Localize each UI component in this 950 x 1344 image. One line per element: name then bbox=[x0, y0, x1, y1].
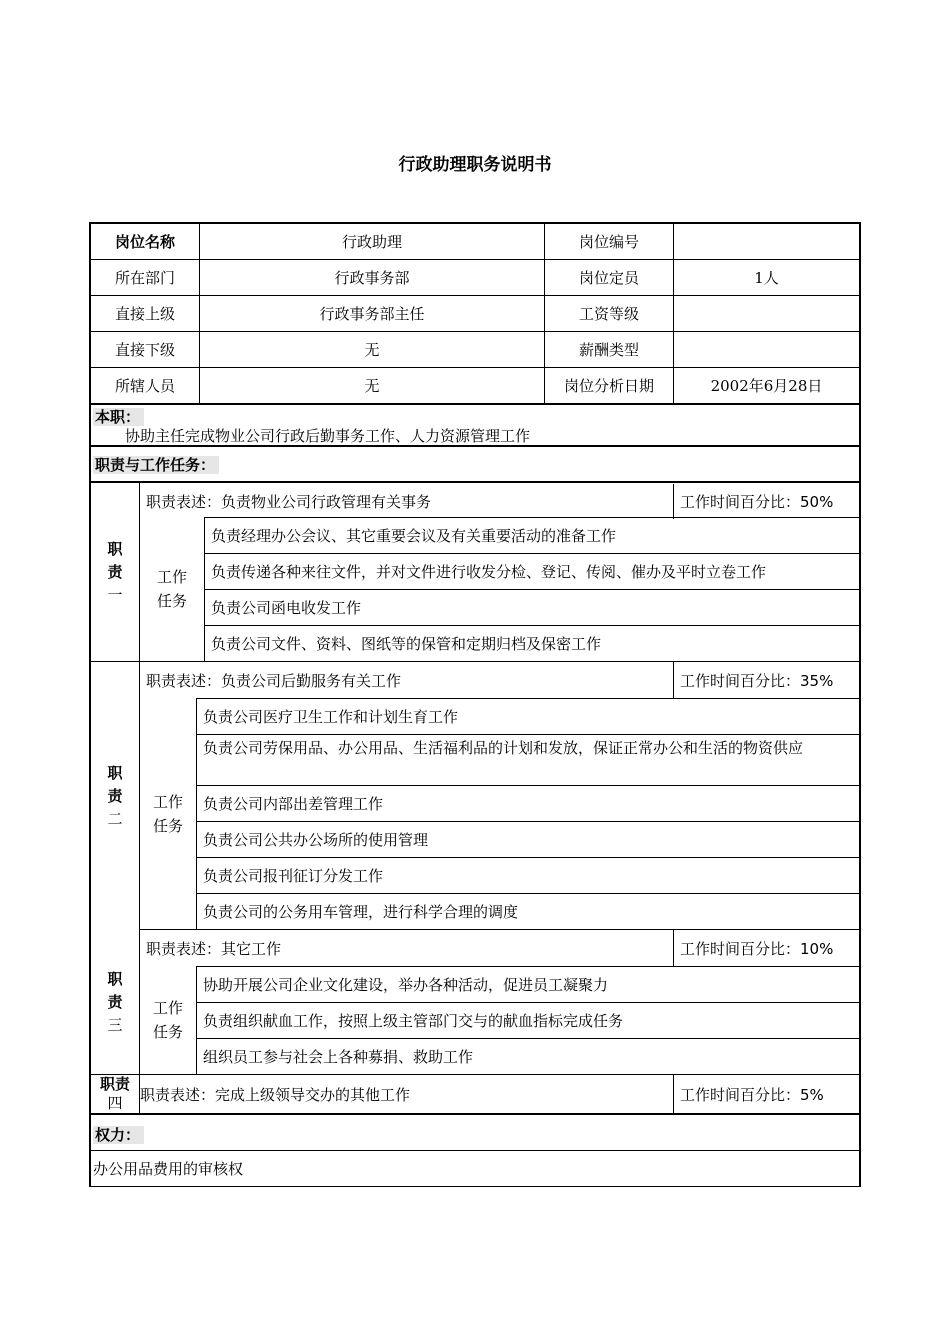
position-name-label: 岗位名称 bbox=[114, 233, 175, 251]
department-value: 行政事务部 bbox=[334, 269, 410, 287]
duty-1-task: 负责经理办公会议、其它重要会议及有关重要活动的准备工作 bbox=[211, 527, 617, 545]
duty-1-task: 负责公司函电收发工作 bbox=[211, 599, 362, 617]
duty-1-time-share: 工作时间百分比：50% bbox=[680, 493, 834, 511]
duty-3-description: 职责表述：其它工作 bbox=[146, 939, 282, 958]
authority-heading: 权力： bbox=[93, 1124, 144, 1145]
duty-2-task: 负责公司公共办公场所的使用管理 bbox=[203, 831, 429, 849]
salary-grade-label: 工资等级 bbox=[578, 305, 639, 323]
direct-subordinate-value: 无 bbox=[364, 341, 380, 359]
duty-2-time-share: 工作时间百分比：35% bbox=[680, 671, 834, 690]
main-duty-text: 协助主任完成物业公司行政后勤事务工作、人力资源管理工作 bbox=[125, 427, 531, 445]
duty-2-label: 职 责 二 bbox=[107, 763, 123, 828]
page-title: 行政助理职务说明书 bbox=[398, 155, 552, 175]
duty-1-label: 职 责 一 bbox=[107, 539, 123, 604]
duty-2-description: 职责表述：负责公司后勤服务有关工作 bbox=[146, 671, 402, 690]
headcount-value: 1人 bbox=[754, 269, 779, 287]
headcount-label: 岗位定员 bbox=[578, 269, 639, 287]
duty-1-task: 负责公司文件、资料、图纸等的保管和定期归档及保密工作 bbox=[211, 635, 602, 653]
duty-2-task-label: 工作 任务 bbox=[152, 793, 183, 835]
pay-type-label: 薪酬类型 bbox=[578, 341, 639, 359]
authority-item: 办公用品费用的审核权 bbox=[93, 1160, 244, 1178]
duty-4-description: 职责表述：完成上级领导交办的其他工作 bbox=[140, 1085, 411, 1104]
duty-2-task: 负责公司内部出差管理工作 bbox=[203, 795, 384, 813]
duty-3-task: 协助开展公司企业文化建设，举办各种活动，促进员工凝聚力 bbox=[203, 976, 609, 994]
pay-type-value bbox=[674, 332, 859, 367]
duty-2-task: 负责公司的公务用车管理，进行科学合理的调度 bbox=[203, 903, 519, 921]
duty-4-label: 职责 四 bbox=[99, 1075, 130, 1112]
position-code-label: 岗位编号 bbox=[578, 233, 639, 251]
analysis-date-label: 岗位分析日期 bbox=[563, 377, 654, 395]
duty-4-time-share: 工作时间百分比：5% bbox=[680, 1085, 824, 1104]
position-code-value bbox=[674, 224, 859, 259]
direct-superior-value: 行政事务部主任 bbox=[319, 305, 425, 323]
duty-3-task: 组织员工参与社会上各种募捐、救助工作 bbox=[203, 1048, 474, 1066]
duty-3-task: 负责组织献血工作，按照上级主管部门交与的献血指标完成任务 bbox=[203, 1012, 624, 1030]
salary-grade-value bbox=[674, 296, 859, 331]
duty-1-description: 职责表述：负责物业公司行政管理有关事务 bbox=[146, 493, 432, 511]
duties-heading: 职责与工作任务： bbox=[93, 454, 219, 475]
direct-subordinate-label: 直接下级 bbox=[114, 341, 175, 359]
duty-2-task: 负责公司医疗卫生工作和计划生育工作 bbox=[203, 708, 459, 726]
department-label: 所在部门 bbox=[114, 269, 175, 287]
duty-2-task: 负责公司劳保用品、办公用品、生活福利品的计划和发放，保证正常办公和生活的物资供应 bbox=[203, 739, 804, 757]
staff-managed-value: 无 bbox=[364, 377, 380, 395]
duty-3-task-label: 工作 任务 bbox=[152, 999, 183, 1041]
direct-superior-label: 直接上级 bbox=[114, 305, 175, 323]
main-duty-heading: 本职： bbox=[93, 406, 144, 427]
duty-1-task-label: 工作 任务 bbox=[156, 568, 187, 610]
duty-3-label: 职 责 三 bbox=[107, 969, 123, 1034]
duty-3-time-share: 工作时间百分比：10% bbox=[680, 939, 834, 958]
duty-1-task: 负责传递各种来往文件，并对文件进行收发分检、登记、传阅、催办及平时立卷工作 bbox=[211, 563, 767, 581]
position-name-value: 行政助理 bbox=[341, 233, 402, 251]
duty-2-task: 负责公司报刊征订分发工作 bbox=[203, 867, 384, 885]
staff-managed-label: 所辖人员 bbox=[114, 377, 175, 395]
analysis-date-value: 2002年6月28日 bbox=[710, 377, 823, 395]
